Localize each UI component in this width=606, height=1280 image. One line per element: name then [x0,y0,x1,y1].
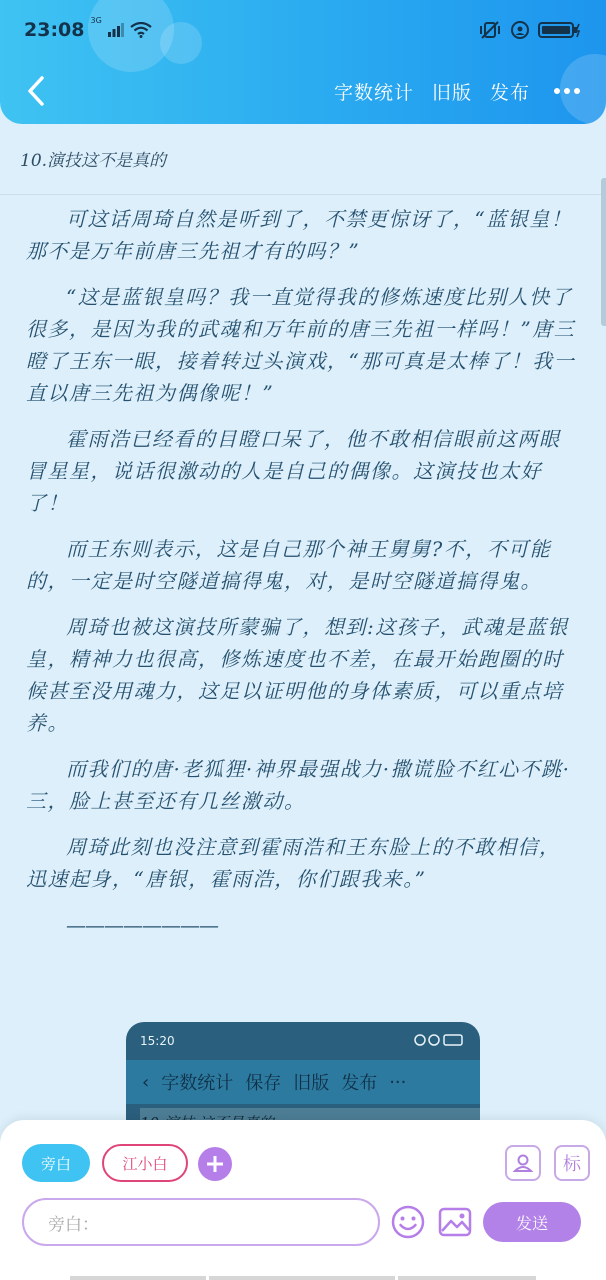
paragraph: 可这话周琦自然是听到了，不禁更惊讶了，“蓝银皇！那不是万年前唐三先祖才有的吗？” [26,207,573,263]
composer-panel [0,1120,606,1280]
paragraph: 霍雨浩已经看的目瞪口呆了，他不敢相信眼前这两眼冒星星，说话很激动的人是自己的偶像。这演技也太好了！ [26,427,561,515]
vibrate-icon [478,21,502,39]
back-button[interactable] [18,71,54,111]
wifi-icon [130,22,152,38]
title-divider [0,194,606,195]
tag-button[interactable]: 标 [554,1145,590,1181]
alarm-icon [510,20,530,40]
role-character-chip[interactable]: 江小白 [102,1144,188,1182]
status-time: 23:08 [24,19,85,41]
scrollbar[interactable] [601,178,606,326]
character-profile-button[interactable] [505,1145,541,1181]
paragraph: 周琦也被这演技所蒙骗了，想到:这孩子，武魂是蓝银皇，精神力也很高，修炼速度也不差，在最开始跑圈的时候甚至没用魂力，这足以证明他的身体素质，可以重点培养。 [26,615,569,735]
chapter-title[interactable]: 10.演技这不是真的 [20,151,167,171]
image-button[interactable] [437,1204,473,1240]
paragraph: 而王东则表示，这是自己那个神王舅舅?不，不可能的，一定是时空隧道搞得鬼，对，是时空隧道搞得鬼。 [26,537,552,593]
image-icon [438,1207,472,1237]
person-icon [511,1151,535,1175]
embedded-nav-item: 发布 [341,1073,378,1094]
app-header [0,0,606,124]
message-input[interactable]: 旁白： [22,1198,380,1246]
embedded-nav [126,1060,480,1104]
role-narrator-chip[interactable]: 旁白 [22,1144,90,1182]
emoji-icon [390,1204,426,1240]
nav-indicator [70,1276,206,1280]
section-separator: ———————— [66,913,218,937]
paragraph: “这是蓝银皇吗？我一直觉得我的修炼速度比别人快了很多，是因为我的武魂和万年前的唐三先祖一样吗！”唐三瞪了王东一眼，接着转过头演戏，“那可真是太棒了！我一直以唐三先祖为偶像呢！” [26,285,576,405]
back-arrow-icon [26,75,46,107]
plus-icon [206,1155,224,1173]
more-menu-icon[interactable] [554,88,588,94]
embedded-status-bar [140,1034,466,1048]
network-type: 3G [90,16,102,25]
add-role-button[interactable] [198,1147,232,1181]
battery-icon [538,21,582,39]
nav-bar [0,62,606,120]
chapter-body[interactable] [26,203,578,941]
status-bar [0,0,606,60]
emoji-button[interactable] [390,1204,426,1240]
word-count-button[interactable]: 字数统计 [333,81,414,104]
paragraph: 周琦此刻也没注意到霍雨浩和王东脸上的不敢相信，迅速起身，“唐银，霍雨浩，你们跟我来。” [26,835,561,891]
nav-indicator [209,1276,395,1280]
old-version-button[interactable]: 旧版 [431,81,472,104]
embedded-nav-item: 旧版 [293,1073,330,1094]
embedded-nav-item: 字数统计 [161,1073,234,1094]
embedded-back-icon: ‹ [142,1071,150,1093]
nav-indicator [398,1276,536,1280]
embedded-battery-icon [414,1034,466,1046]
embedded-time: 15:20 [140,1034,175,1048]
publish-button[interactable]: 发布 [489,81,530,104]
embedded-more-icon: ··· [389,1071,407,1093]
paragraph: 而我们的唐·老狐狸·神界最强战力·撒谎脸不红心不跳·三，脸上甚至还有几丝激动。 [26,757,571,813]
send-button[interactable]: 发送 [483,1202,581,1242]
embedded-nav-item: 保存 [245,1073,282,1094]
signal-icon [108,23,124,37]
